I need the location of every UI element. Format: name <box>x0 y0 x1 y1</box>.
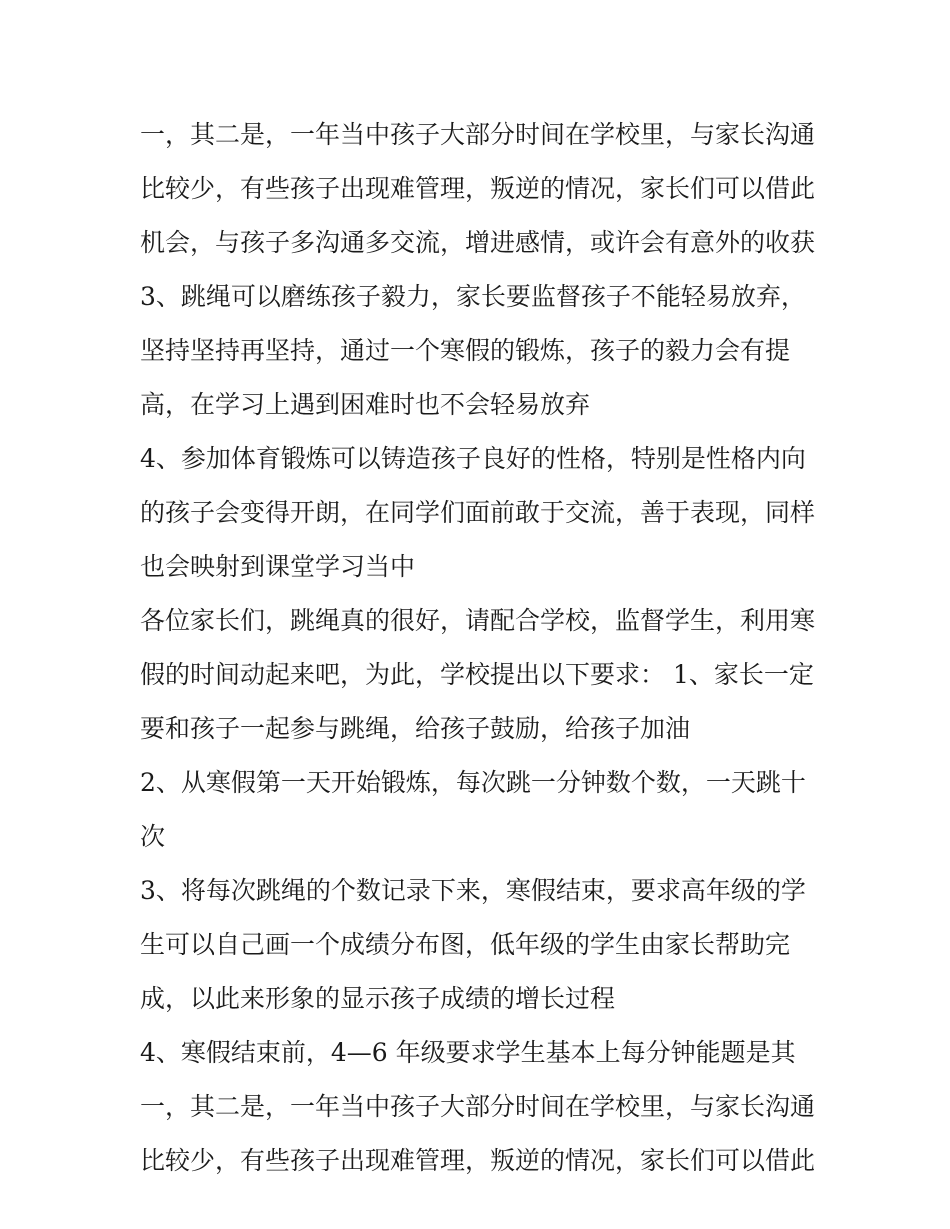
text-line: 一，其二是，一年当中孩子大部分时间在学校里，与家长沟通 <box>140 1092 816 1121</box>
text-line: 也会映射到课堂学习当中 <box>140 552 416 581</box>
text-line: 3、将每次跳绳的个数记录下来，寒假结束，要求高年级的学 <box>140 876 806 905</box>
text-line: 假的时间动起来吧，为此，学校提出以下要求： 1、家长一定 <box>140 660 814 689</box>
text-line: 2、从寒假第一天开始锻炼，每次跳一分钟数个数，一天跳十 <box>140 768 806 797</box>
text-line: 机会，与孩子多沟通多交流，增进感情，或许会有意外的收获 <box>140 228 816 257</box>
text-line: 比较少，有些孩子出现难管理，叛逆的情况，家长们可以借此 <box>140 174 816 203</box>
text-line: 生可以自己画一个成绩分布图，低年级的学生由家长帮助完 <box>140 930 791 959</box>
text-line: 的孩子会变得开朗，在同学们面前敢于交流，善于表现，同样 <box>140 498 816 527</box>
text-line: 要和孩子一起参与跳绳，给孩子鼓励，给孩子加油 <box>140 714 691 743</box>
text-line: 次 <box>140 822 166 851</box>
text-line: 4、寒假结束前，4—6 年级要求学生基本上每分钟能题是其 <box>140 1038 796 1067</box>
text-line: 4、参加体育锻炼可以铸造孩子良好的性格，特别是性格内向 <box>140 444 806 473</box>
text-line: 坚持坚持再坚持，通过一个寒假的锻炼，孩子的毅力会有提 <box>140 336 791 365</box>
text-line: 一，其二是，一年当中孩子大部分时间在学校里，与家长沟通 <box>140 120 816 149</box>
text-line: 高，在学习上遇到困难时也不会轻易放弃 <box>140 390 591 419</box>
text-line: 各位家长们，跳绳真的很好，请配合学校，监督学生，利用寒 <box>140 606 816 635</box>
text-line: 成，以此来形象的显示孩子成绩的增长过程 <box>140 984 616 1013</box>
text-line: 3、跳绳可以磨练孩子毅力，家长要监督孩子不能轻易放弃， <box>140 282 806 311</box>
text-line: 比较少，有些孩子出现难管理，叛逆的情况，家长们可以借此 <box>140 1146 816 1175</box>
document-body <box>140 108 820 1188</box>
